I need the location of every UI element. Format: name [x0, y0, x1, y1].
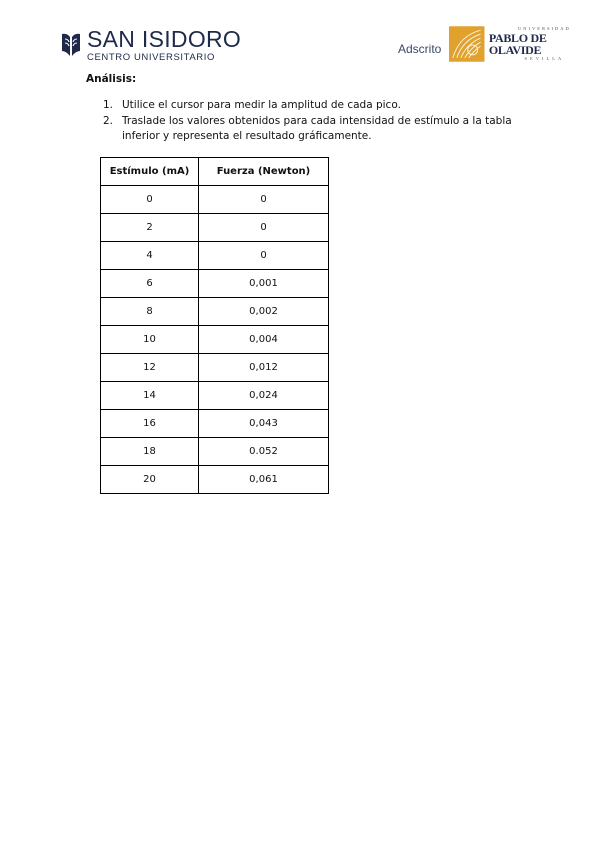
header-stimulus: Estímulo (mA)	[101, 158, 199, 186]
table-row	[101, 466, 329, 494]
cell-stimulus: 20	[101, 466, 199, 494]
cell-force: 0,004	[199, 326, 329, 354]
upo-bottom-line: SEVILLA	[524, 55, 565, 61]
step-number: 2.	[103, 115, 114, 127]
table-row	[101, 214, 329, 242]
cell-force: 0	[199, 186, 329, 214]
upo-name: PABLO DE OLAVIDE	[488, 30, 547, 57]
upo-logo-icon	[449, 26, 484, 62]
table-header-row	[101, 158, 329, 186]
table-row	[101, 354, 329, 382]
table-row	[101, 270, 329, 298]
cell-stimulus: 6	[101, 270, 199, 298]
cell-stimulus: 2	[101, 214, 199, 242]
cell-force: 0,024	[199, 382, 329, 410]
cell-force: 0,061	[199, 466, 329, 494]
step-text: Traslade los valores obtenidos para cada intensidad de estímulo a la tabla inferior y representa el resultado gráficamente.	[122, 115, 512, 142]
adscrito-label: Adscrito	[398, 42, 442, 56]
cell-stimulus: 18	[101, 438, 199, 466]
cell-stimulus: 8	[101, 298, 199, 326]
cell-stimulus: 12	[101, 354, 199, 382]
list-item	[103, 98, 523, 113]
cell-force: 0,043	[199, 410, 329, 438]
cell-stimulus: 16	[101, 410, 199, 438]
cell-force: 0,012	[199, 354, 329, 382]
logo-subtitle: CENTRO UNIVERSITARIO	[87, 52, 215, 63]
cell-force: 0,002	[199, 298, 329, 326]
step-text: Utilice el cursor para medir la amplitud de cada pico.	[122, 99, 401, 111]
cell-stimulus: 10	[101, 326, 199, 354]
logo-name: SAN ISIDORO	[87, 26, 242, 52]
cell-force: 0.052	[199, 438, 329, 466]
cell-force: 0	[199, 242, 329, 270]
upo-top-line: UNIVERSIDAD	[518, 26, 571, 31]
header-force: Fuerza (Newton)	[199, 158, 329, 186]
upo-logo	[398, 26, 600, 62]
cell-stimulus: 4	[101, 242, 199, 270]
data-table	[100, 157, 329, 494]
section-title: Análisis:	[86, 73, 137, 85]
cell-force: 0	[199, 214, 329, 242]
instruction-list	[103, 98, 523, 145]
table-row	[101, 186, 329, 214]
cell-force: 0,001	[199, 270, 329, 298]
table-row	[101, 382, 329, 410]
table-row	[101, 326, 329, 354]
table-row	[101, 298, 329, 326]
table-row	[101, 410, 329, 438]
crest-icon	[60, 31, 82, 59]
page-header	[0, 0, 600, 70]
cell-stimulus: 14	[101, 382, 199, 410]
list-item	[103, 114, 523, 144]
table-row	[101, 242, 329, 270]
table-row	[101, 438, 329, 466]
cell-stimulus: 0	[101, 186, 199, 214]
step-number: 1.	[103, 99, 114, 111]
san-isidoro-logo	[60, 28, 241, 63]
